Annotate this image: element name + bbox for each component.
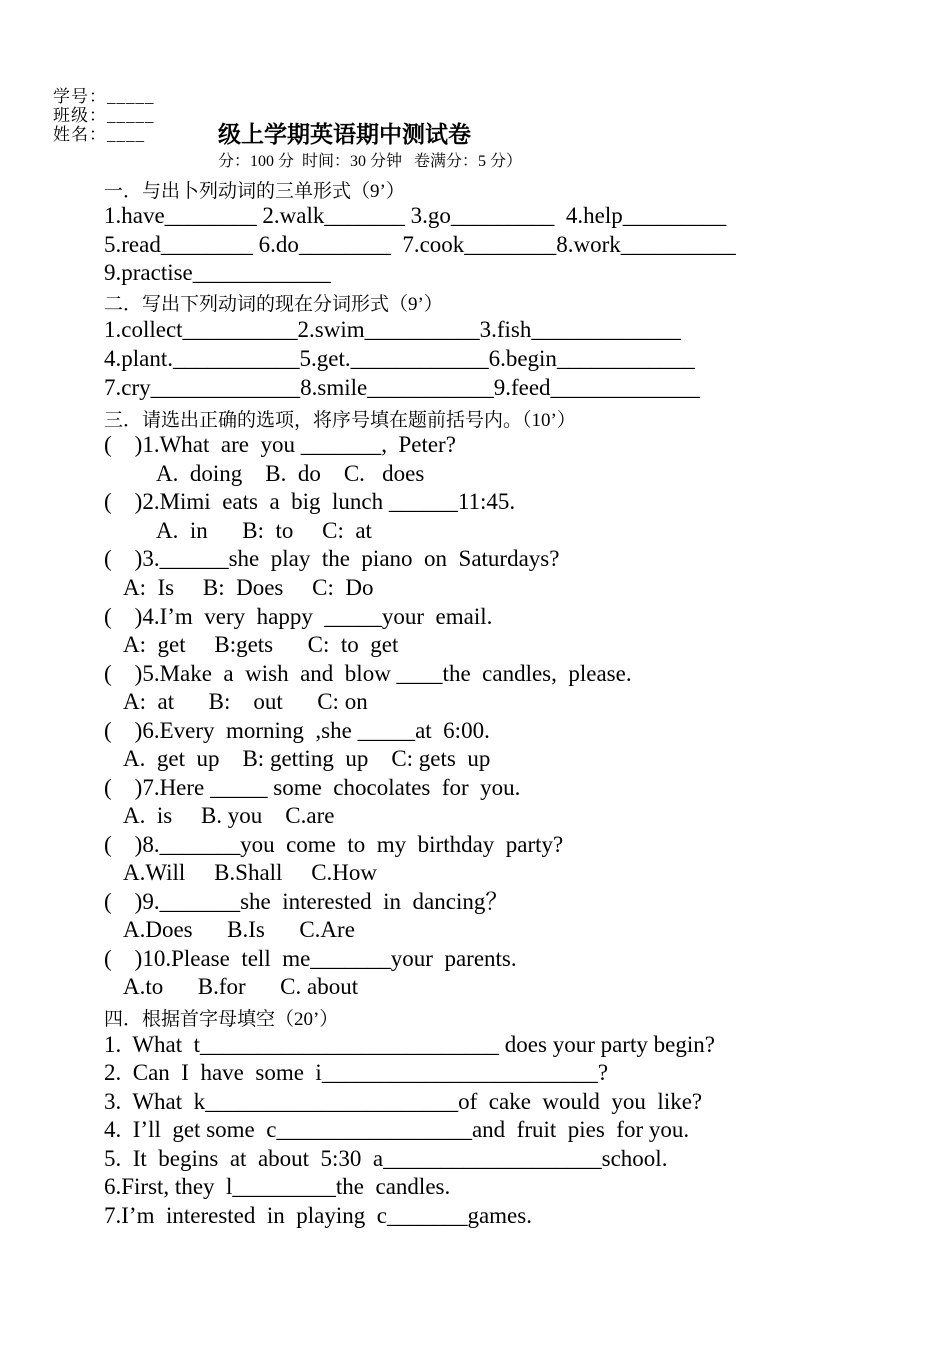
question-6: ( )6.Every morning ,she _____at 6:00. <box>104 718 490 743</box>
fill-item-2: 2. Can I have some i________________________? <box>104 1060 609 1085</box>
fill-item-5: 5. It begins at about 5:30 a___________________school. <box>104 1146 668 1171</box>
question-10-options: A.to B.for C. about <box>123 974 359 999</box>
question-2-options: A. in B: to C: at <box>156 518 372 543</box>
question-10: ( )10.Please tell me_______your parents. <box>104 946 517 971</box>
fill-item-7: 7.I’m interested in playing c_______games. <box>104 1203 532 1228</box>
fill-item-4: 4. I’ll get some c_________________and fruit pies for you. <box>104 1117 690 1142</box>
question-4: ( )4.I’m very happy _____your email. <box>104 604 493 629</box>
question-5-options: A: at B: out C: on <box>123 689 368 714</box>
student-number-field: 学号：_____ <box>53 87 155 106</box>
question-2: ( )2.Mimi eats a big lunch ______11:45. <box>104 489 516 514</box>
question-6-options: A. get up B: getting up C: gets up <box>123 746 491 771</box>
section-3-heading: 三．请选出正确的选项，将序号填在题前括号内。（10’） <box>104 410 576 431</box>
section-1-row-2: 5.read________ 6.do________ 7.cook________8.work__________ <box>104 232 736 257</box>
question-9-options: A.Does B.Is C.Are <box>123 917 355 942</box>
section-1-row-1: 1.have________ 2.walk_______ 3.go_________ 4.help_________ <box>104 203 727 228</box>
section-4-heading: 四．根据首字母填空（20’） <box>104 1009 339 1030</box>
question-3: ( )3.______she play the piano on Saturdays? <box>104 546 560 571</box>
section-2-row-1: 1.collect__________2.swim__________3.fish_____________ <box>104 317 681 342</box>
section-2-heading: 二．写出下列动词的现在分词形式（9’） <box>104 294 443 315</box>
exam-info: 分：100 分 时间：30 分钟 卷满分：5 分） <box>218 153 523 170</box>
section-2-row-2: 4.plant.___________5.get.____________6.begin____________ <box>104 346 695 371</box>
question-4-options: A: get B:gets C: to get <box>123 632 399 657</box>
fill-item-3: 3. What k______________________of cake would you like? <box>104 1089 703 1114</box>
question-1-options: A. doing B. do C. does <box>156 461 425 486</box>
name-field: 姓名：____ <box>53 125 145 144</box>
question-5: ( )5.Make a wish and blow ____the candles, please. <box>104 661 632 686</box>
fill-item-1: 1. What t__________________________ does your party begin? <box>104 1032 715 1057</box>
question-1: ( )1.What are you _______, Peter? <box>104 432 456 457</box>
page-title: 级上学期英语期中测试卷 <box>218 122 471 147</box>
question-3-options: A: Is B: Does C: Do <box>123 575 374 600</box>
section-1-row-3: 9.practise____________ <box>104 260 331 285</box>
fill-item-6: 6.First, they l_________the candles. <box>104 1174 451 1199</box>
section-2-row-3: 7.cry_____________8.smile___________9.feed_____________ <box>104 375 701 400</box>
question-8-options: A.Will B.Shall C.How <box>123 860 377 885</box>
question-8: ( )8._______you come to my birthday party? <box>104 832 564 857</box>
question-7-options: A. is B. you C.are <box>123 803 335 828</box>
section-1-heading: 一．与出卜列动词的三单形式（9’） <box>104 181 405 202</box>
question-7: ( )7.Here _____ some chocolates for you. <box>104 775 521 800</box>
question-9: ( )9._______she interested in dancing？ <box>104 889 509 914</box>
class-field: 班级：_____ <box>53 106 155 125</box>
